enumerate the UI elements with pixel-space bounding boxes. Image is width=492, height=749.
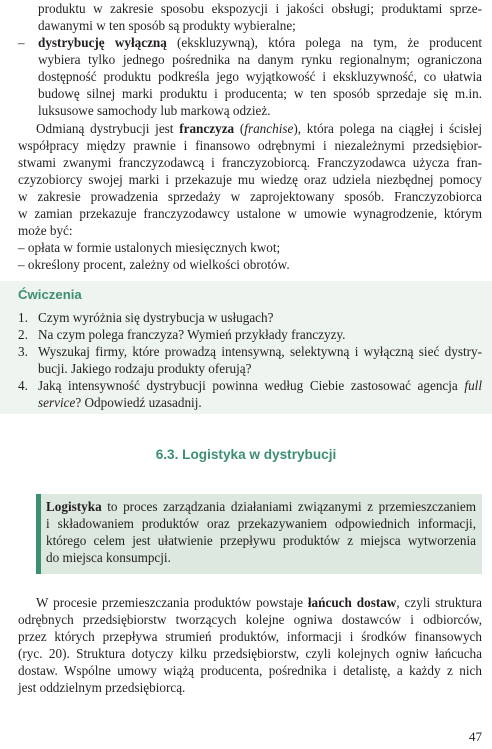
- italic-term: service: [38, 395, 76, 410]
- text-span: , czyli struktura: [396, 595, 482, 610]
- definition-text: [46, 498, 476, 566]
- text-line: [38, 394, 482, 411]
- text-line: dawanymi w ten sposób są produkty wybieralne;: [38, 18, 296, 33]
- text-line: [18, 594, 482, 611]
- exercise-number: 4.: [18, 378, 28, 393]
- list-item: – opłata w formie ustalonych miesięcznych kwot;: [18, 240, 281, 255]
- supply-chain-paragraph: [18, 594, 482, 696]
- exercise-item: [18, 377, 482, 411]
- exercise-number: 1.: [18, 310, 28, 325]
- text-span: ), która polega na ciągłej i ścisłej: [293, 121, 482, 136]
- text-line: dostaw. Wspólne umowy wiążą producenta, pośrednika i detalistę, a każdy z nich: [18, 663, 482, 678]
- italic-term: franchise: [244, 121, 294, 136]
- text-line: wybiera tylko jednego pośrednika na danym rynku regionalnym; ograniczona: [38, 52, 482, 67]
- exercises-list: [18, 309, 482, 411]
- text-span: ? Odpowiedź uzasadnij.: [75, 395, 202, 410]
- text-line: do miejsca konsumpcji.: [46, 550, 171, 565]
- text-line: [18, 120, 482, 137]
- text-line: budowę silnej marki produktu i producenta; w ten sposób sprzedaje się m.in.: [38, 86, 482, 101]
- list-item-continuation: [38, 0, 482, 34]
- page-number: 47: [469, 729, 482, 744]
- list-item: – określony procent, zależny od wielkości obrotów.: [18, 257, 290, 272]
- text-line: [46, 498, 476, 515]
- exercise-item: [18, 326, 482, 343]
- exercise-item: [18, 343, 482, 377]
- text-line: [38, 34, 482, 51]
- bold-term: łańcuch dostaw: [307, 595, 397, 610]
- exercise-number: 2.: [18, 327, 28, 342]
- text-span: (ekskluzywną), która polega na tym, że producent: [166, 35, 482, 50]
- text-line: odrębnych przedsiębiorstw tworzących kolejne ogniwa dostawców i odbiorców,: [18, 612, 482, 627]
- exercises-title: Ćwiczenia: [18, 287, 82, 302]
- text-line: luksusowe samochody lub markową odzież.: [38, 103, 271, 118]
- bold-term: franczyza: [179, 121, 235, 136]
- text-line: może być:: [18, 223, 73, 238]
- text-line: przez których przepływa strumień produktów, informacji i środków finansowych: [18, 629, 482, 644]
- franchise-paragraph: [18, 120, 482, 273]
- exercise-item: [18, 309, 482, 326]
- text-span: Odmianą dystrybucji jest: [36, 121, 180, 136]
- text-line: czyzobiorcy swojej marki i przekazuje mu wiedzę oraz udziela niezbędnej pomocy: [18, 172, 482, 187]
- text-line: Wyszukaj firmy, które prowadzą intensywną, selektywną i wyłączną sieć dystry-: [38, 344, 482, 359]
- text-line: (ryc. 20). Struktura dotyczy kilku przedsiębiorstw, czyli kolejnych ogniw łańcucha: [18, 646, 482, 661]
- text-span: Jaką intensywność dystrybucji powinna według Ciebie zastosować agencja: [38, 378, 465, 393]
- text-line: bucji. Jakiego rodzaju produkty oferują?: [38, 361, 252, 376]
- bold-term: dystrybucję wyłączną: [38, 35, 167, 50]
- text-line: którego celem jest ułatwienie przepływu produktów z miejsca wytworzenia: [46, 533, 476, 548]
- text-span: to proces zarządzania działaniami związanymi z przemieszczaniem: [101, 499, 476, 514]
- text-line: Na czym polega franczyza? Wymień przykłady franczyzy.: [38, 327, 346, 342]
- text-line: dostępność produktu podkreśla jego wyjątkowość i ekskluzywność, co ułatwia: [38, 69, 482, 84]
- italic-term: full: [464, 378, 482, 393]
- text-line: produktu w zakresie sposobu ekspozycji i jakości obsługi; produktami sprze-: [38, 1, 482, 16]
- text-line: [38, 377, 482, 394]
- exercise-number: 3.: [18, 344, 28, 359]
- bold-term: Logistyka: [46, 499, 102, 514]
- text-line: i składowaniem produktów oraz przekazywaniem odpowiednich informacji,: [46, 516, 476, 531]
- text-line: Czym wyróżnia się dystrybucja w usługach?: [38, 310, 274, 325]
- text-line: stwami zwanymi franczyzodawcą i franczyzobiorcą. Franczyzodawca użycza fran-: [18, 155, 482, 170]
- text-line: w zamian przekazuje franczyzodawcy ustalone w umowie wynagrodzenie, którym: [18, 206, 482, 221]
- list-item-exclusive: [38, 34, 482, 119]
- text-line: w zakresie prowadzenia sprzedaży w zaprojektowany sposób. Franczyzobiorca: [18, 189, 482, 204]
- text-line: jest oddzielnym przedsiębiorcą.: [18, 680, 186, 695]
- text-line: współpracy między prawnie i finansowo odrębnymi i niezależnymi przedsiębior-: [18, 138, 482, 153]
- section-heading: 6.3. Logistyka w dystrybucji: [155, 447, 337, 462]
- dash-bullet: –: [18, 35, 25, 50]
- text-span: W procesie przemieszczania produktów powstaje: [36, 595, 308, 610]
- text-span: (: [234, 121, 245, 136]
